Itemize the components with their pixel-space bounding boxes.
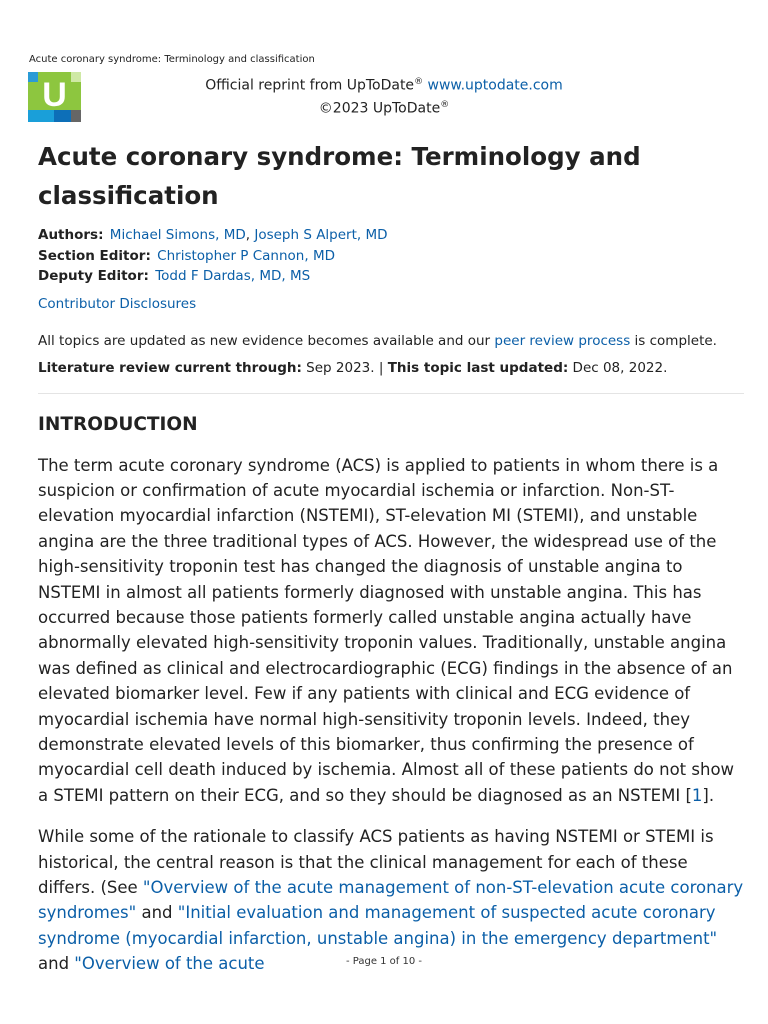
registered-mark-2: ® [440, 99, 450, 110]
divider [38, 393, 744, 394]
section-editor-row [38, 246, 744, 267]
conjunction-and-2: and [38, 954, 75, 974]
intro-paragraph-1-end: ]. [702, 785, 715, 805]
page-number: - Page 1 of 10 - [345, 956, 423, 967]
peer-review-link[interactable]: peer review process [494, 332, 631, 349]
reprint-text: Official reprint from UpToDate [205, 77, 415, 94]
uptodate-url-link[interactable]: www.uptodate.com [427, 77, 563, 94]
intro-paragraph-1 [38, 453, 744, 809]
section-editor-label: Section Editor: [38, 247, 151, 264]
author-link-alpert[interactable]: Joseph S Alpert, MD [254, 227, 388, 243]
section-editor-link[interactable]: Christopher P Cannon, MD [157, 247, 335, 264]
update-notice-text: All topics are updated as new evidence becomes available and our [38, 332, 495, 349]
intro-paragraph-2-text: While some of the rationale to classify ACS patients as having NSTEMI or STEMI is historical, the central reason is that the clinical management for each of these differs. (See [38, 827, 714, 897]
reprint-notice [0, 73, 768, 118]
registered-mark: ® [414, 77, 424, 87]
authors-label: Authors: [38, 227, 104, 243]
topic-link-overview-acute[interactable]: "Overview of the acute [74, 954, 265, 974]
article [38, 137, 744, 977]
author-info [38, 225, 744, 287]
author-separator: , [245, 227, 255, 243]
last-updated-label: This topic last updated: [387, 359, 569, 376]
contributor-disclosures-link[interactable]: Contributor Disclosures [38, 295, 197, 312]
last-updated-value: Dec 08, 2022. [568, 359, 668, 376]
reference-link-1[interactable]: 1 [691, 785, 703, 805]
topic-link-acs-emergency-department[interactable]: "Initial evaluation and management of suspected acute coronary syndrome (myocardial infarction, unstable angina) in the emergency department" [38, 903, 718, 948]
update-notice-end: is complete. [630, 332, 717, 349]
lit-review-label: Literature review current through: [38, 359, 302, 376]
deputy-editor-label: Deputy Editor: [38, 268, 149, 284]
intro-paragraph-1-text: The term acute coronary syndrome (ACS) is applied to patients in whom there is a suspicion or confirmation of acute myocardial ischemia or infarction. Non-ST-elevation myocardial infarction (NSTEMI), ST-elevation MI (STEMI), and unstable angina are the three traditional types of ACS. However, the widespread use of the high-sensitivity troponin test has changed the diagnosis of unstable angina to NSTEMI in almost all patients formerly diagnosed with unstable angina. This has occurred because those patients formerly called unstable angina actually have abnormally elevated high-sensitivity troponin values. Traditionally, unstable angina was defined as clinical and electrocardiographic (ECG) findings in the absence of an elevated biomarker level. Few if any patients with clinical and ECG evidence of myocardial ischemia have normal high-sensitivity troponin levels. Indeed, they demonstrate elevated levels of this biomarker, thus confirming the presence of myocardial cell death induced by ischemia. Almost all of these patients do not show a STEMI pattern on their ECG, and so they should be diagnosed as an NSTEMI [ [38, 455, 735, 805]
authors-row [38, 225, 744, 246]
intro-paragraph-2 [38, 824, 744, 976]
update-notice [38, 332, 744, 351]
print-header-title: Acute coronary syndrome: Terminology and classification [29, 54, 315, 65]
lit-review-value: Sep 2023. | [301, 359, 388, 376]
section-heading-introduction: INTRODUCTION [38, 413, 198, 435]
svg-text:U: U [42, 76, 67, 114]
copyright-text: ©2023 UpToDate [318, 100, 441, 117]
deputy-editor-link[interactable]: Todd F Dardas, MD, MS [155, 268, 311, 284]
review-dates [38, 359, 744, 378]
conjunction-and: and [136, 903, 178, 923]
author-link-simons[interactable]: Michael Simons, MD [109, 227, 246, 243]
deputy-editor-row [38, 266, 744, 287]
page-title: Acute coronary syndrome: Terminology and classification [38, 142, 641, 210]
topic-link-nste-acs-management[interactable]: "Overview of the acute management of non-ST-elevation acute coronary syndromes" [38, 878, 744, 923]
